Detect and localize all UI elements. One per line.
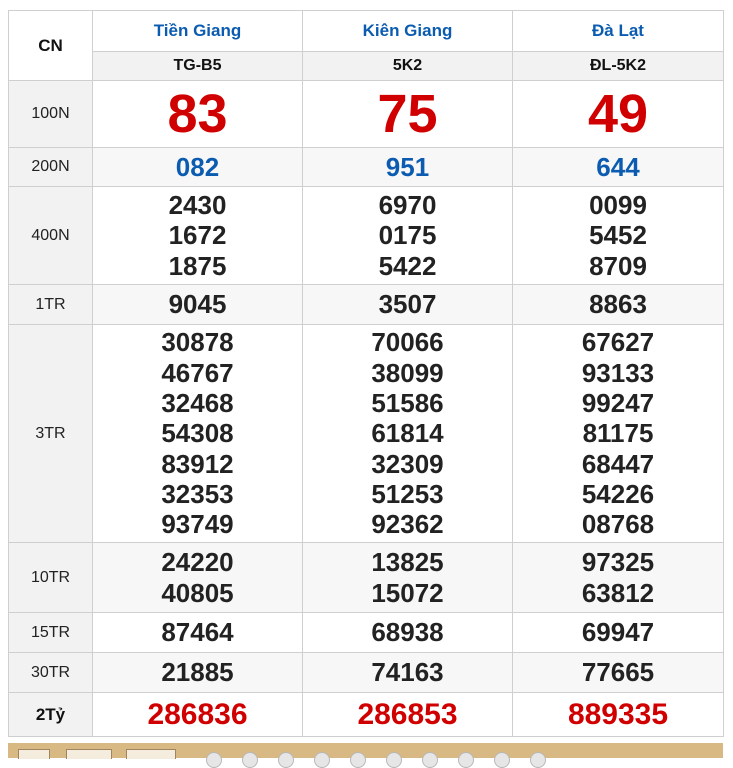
g6-number: 0099 [589,190,647,221]
g3-number: 63812 [581,577,655,608]
ball-icon[interactable] [278,752,294,768]
g4-number: 32309 [371,448,444,479]
g3-kien-giang [303,543,513,613]
g7-tien-giang: 082 [93,148,303,187]
ball-icon[interactable] [206,752,222,768]
g8-tien-giang: 83 [93,81,303,148]
g6-number: 1672 [168,220,227,251]
clipped-banner [0,0,733,10]
g4-number: 92362 [371,509,444,540]
g4-tien-giang [93,325,303,543]
g1-tien-giang: 21885 [93,653,303,693]
g8-da-lat: 49 [513,81,724,148]
g4-number: 30878 [161,327,234,358]
g8-kien-giang: 75 [303,81,513,148]
g3-number: 40805 [161,577,234,608]
g4-number: 67627 [581,327,655,358]
g6-kien-giang [303,187,513,285]
g4-number: 61814 [371,418,444,449]
g2-tien-giang: 87464 [93,613,303,653]
prize-label-g1: 30TR [9,653,93,693]
g4-number: 32468 [161,388,234,419]
g4-number: 93749 [161,509,234,540]
g4-number: 51253 [371,478,444,509]
g3-tien-giang [93,543,303,613]
g3-number: 15072 [371,577,444,608]
g6-da-lat [513,187,724,285]
g4-number: 38099 [371,357,444,388]
g6-number: 5422 [378,250,437,281]
province-tien-giang[interactable]: Tiền Giang [93,11,303,52]
g2-kien-giang: 68938 [303,613,513,653]
lottery-results-table [8,10,724,737]
special-tien-giang: 286836 [93,693,303,737]
cn-header: CN [9,11,93,81]
g4-number: 99247 [581,388,655,419]
g6-number: 1875 [168,250,227,281]
g6-number: 6970 [378,190,437,221]
ball-icon[interactable] [386,752,402,768]
g4-number: 93133 [581,357,655,388]
g4-number: 83912 [161,448,234,479]
prize-label-g8: 100N [9,81,93,148]
g6-number: 2430 [168,190,227,221]
prize-label-g4: 3TR [9,325,93,543]
g5-kien-giang: 3507 [303,285,513,325]
g4-number: 46767 [161,357,234,388]
g5-tien-giang: 9045 [93,285,303,325]
g4-number: 81175 [582,418,654,449]
ball-icon[interactable] [314,752,330,768]
g4-number: 32353 [161,478,234,509]
code-kien-giang: 5K2 [303,52,513,81]
code-da-lat: ĐL-5K2 [513,52,724,81]
g4-kien-giang [303,325,513,543]
ball-icon[interactable] [494,752,510,768]
g3-da-lat [513,543,724,613]
g4-number: 54226 [581,478,655,509]
special-kien-giang: 286853 [303,693,513,737]
g2-da-lat: 69947 [513,613,724,653]
prize-label-special: 2Tỷ [9,693,93,737]
g6-number: 0175 [378,220,437,251]
g1-kien-giang: 74163 [303,653,513,693]
g1-da-lat: 77665 [513,653,724,693]
g7-da-lat: 644 [513,148,724,187]
g6-number: 5452 [589,220,647,251]
ball-icon[interactable] [530,752,546,768]
prize-label-g7: 200N [9,148,93,187]
g6-number: 8709 [589,250,647,281]
g4-number: 51586 [371,388,444,419]
province-kien-giang[interactable]: Kiên Giang [303,11,513,52]
prize-label-g6: 400N [9,187,93,285]
g7-kien-giang: 951 [303,148,513,187]
code-tien-giang: TG-B5 [93,52,303,81]
ball-icon[interactable] [458,752,474,768]
g4-number: 08768 [581,509,655,540]
bottom-toolbar-strip [8,743,723,758]
prize-label-g3: 10TR [9,543,93,613]
g6-tien-giang [93,187,303,285]
g5-da-lat: 8863 [513,285,724,325]
g3-number: 97325 [581,547,655,578]
ball-icon[interactable] [350,752,366,768]
prize-label-g2: 15TR [9,613,93,653]
g3-number: 24220 [161,547,234,578]
g4-number: 70066 [371,327,444,358]
g4-number: 68447 [581,448,655,479]
ball-icon[interactable] [242,752,258,768]
g4-da-lat [513,325,724,543]
g4-number: 54308 [161,418,234,449]
ball-icon[interactable] [422,752,438,768]
g3-number: 13825 [371,547,444,578]
province-da-lat[interactable]: Đà Lạt [513,11,724,52]
prize-label-g5: 1TR [9,285,93,325]
special-da-lat: 889335 [513,693,724,737]
